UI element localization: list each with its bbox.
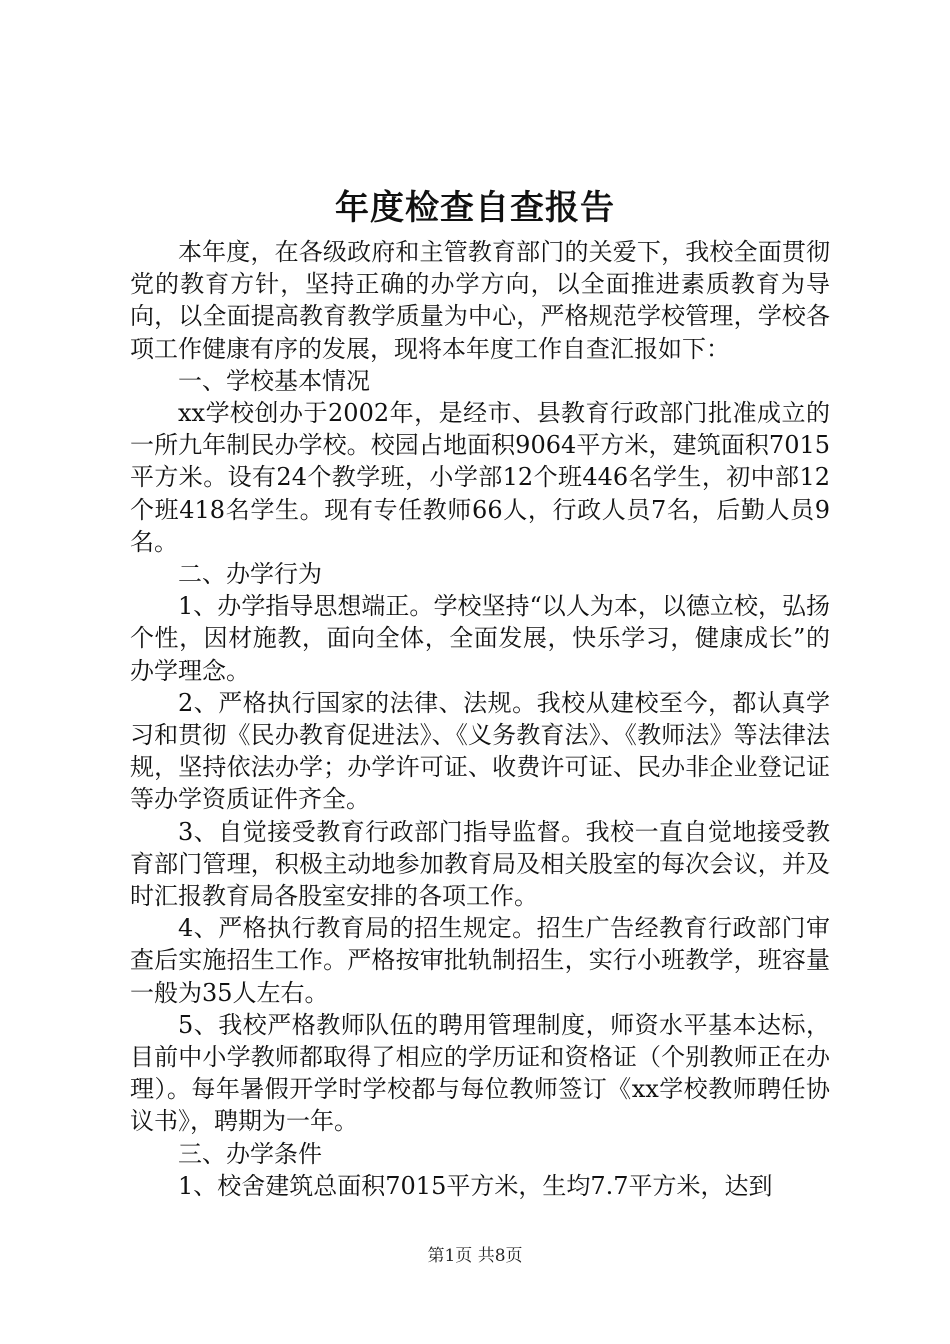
section-heading-basic-info: 一、学校基本情况 [178,366,370,395]
paragraph-conduct-5: 5、我校严格教师队伍的聘用管理制度，师资水平基本达标，目前中小学教师都取得了相应的学历证和资格证（个别教师正在办理）。每年暑假开学时学校都与每位教师签订《xx学校教师聘任协议书》，聘期为一年。 [130,1010,830,1136]
paragraph-conduct-1: 1、办学指导思想端正。学校坚持“以人为本，以德立校，弘扬个性，因材施教，面向全体，全面发展，快乐学习，健康成长”的办学理念。 [130,592,830,685]
paragraph-conduct-3: 3、自觉接受教育行政部门指导监督。我校一直自觉地接受教育部门管理，积极主动地参加教育局及相关股室的每次会议，并及时汇报教育局各股室安排的各项工作。 [130,817,830,911]
page-number-footer: 第1页 共8页 [427,1246,523,1266]
section-heading-school-conditions: 三、办学条件 [178,1139,322,1168]
paragraph-intro: 本年度，在各级政府和主管教育部门的关爱下，我校全面贯彻党的教育方针，坚持正确的办学方向，以全面推进素质教育为导向，以全面提高教育教学质量为中心，严格规范学校管理，学校各项工作健康有序的发展，现将本年度工作自查汇报如下： [130,238,830,363]
paragraph-conduct-4: 4、严格执行教育局的招生规定。招生广告经教育行政部门审查后实施招生工作。严格按审批轨制招生，实行小班教学，班容量一般为35人左右。 [130,914,830,1007]
paragraph-basic-info: xx学校创办于2002年，是经市、县教育行政部门批准成立的一所九年制民办学校。校园占地面积9064平方米，建筑面积7015平方米。设有24个教学班，小学部12个班446名学生，初中部12个班418名学生。现有专任教师66人，行政人员7名，后勤人员9名。 [130,399,830,556]
document-title: 年度检查自查报告 [335,188,615,228]
section-heading-school-conduct: 二、办学行为 [178,560,322,589]
paragraph-conduct-2: 2、严格执行国家的法律、法规。我校从建校至今，都认真学习和贯彻《民办教育促进法》、《义务教育法》、《教师法》等法律法规，坚持依法办学；办学许可证、收费许可证、民办非企业登记证等办学资质证件齐全。 [130,688,830,814]
document-body [130,236,830,1202]
paragraph-conditions-1: 1、校舍建筑总面积7015平方米，生均7.7平方米，达到 [178,1171,773,1200]
